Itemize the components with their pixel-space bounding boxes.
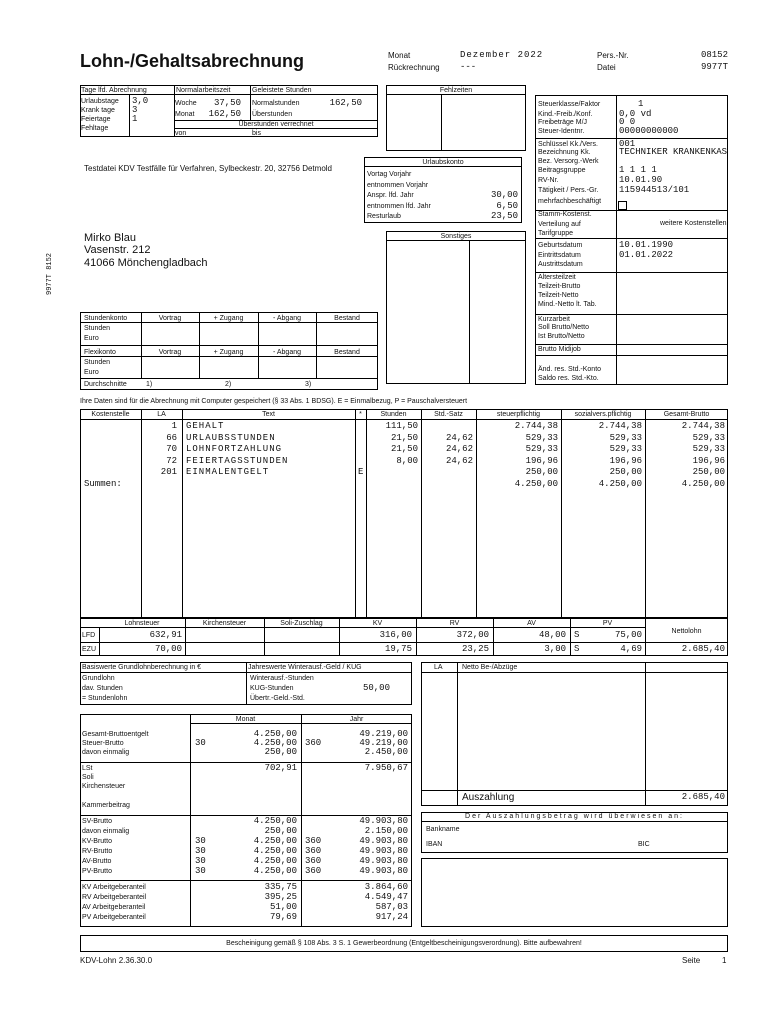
woche-label: Woche	[175, 100, 197, 107]
address-name: Mirko Blau	[84, 232, 136, 244]
main-head-5: Std.-Satz	[434, 411, 463, 418]
lfd-pv: 75,00	[614, 630, 642, 640]
main-head-7: sozialvers.pflichtig	[574, 411, 632, 418]
kumulativ-label: davon einmalig	[82, 749, 130, 756]
kumulativ-jahr: 49.903,80	[359, 816, 408, 826]
kumulativ-label: KV-Brutto	[82, 838, 112, 845]
kumulativ-monat: 335,75	[264, 882, 297, 892]
kug-value: 50,00	[362, 683, 390, 693]
row-la: 70	[166, 444, 177, 454]
kumulativ-label: RV Arbeitgeberanteil	[82, 894, 147, 901]
ezu-lohnsteuer: 70,00	[154, 644, 182, 654]
kumulativ-monat: 4.250,00	[253, 846, 297, 856]
urlaub-title: Urlaubskonto	[422, 159, 464, 166]
kumulativ-jahr: 917,24	[375, 912, 408, 922]
durch-3: 3)	[305, 381, 312, 388]
kumulativ-label: LSt	[82, 765, 93, 772]
flexikonto-head: Bestand	[334, 349, 360, 356]
sum-gesamtbrutto: 4.250,00	[681, 479, 725, 489]
stammdaten-label: mehrfachbeschäftigt	[538, 198, 602, 205]
row-text: LOHNFORTZAHLUNG	[186, 444, 283, 454]
kumulativ-label: AV-Brutto	[82, 858, 112, 865]
stammdaten-label: Beitragsgruppe	[538, 167, 586, 174]
euro-label-2: Euro	[84, 369, 99, 376]
rueckrechnung-value: ---	[460, 62, 477, 72]
kumulativ-monat-tage: 30	[195, 866, 206, 876]
stammdaten-label: Geburtsdatum	[538, 242, 583, 249]
row-stunden: 111,50	[385, 421, 418, 431]
row-text: GEHALT	[186, 421, 225, 431]
stammdaten-label: Stamm-Kostenst.	[538, 211, 592, 218]
kumulativ-jahr: 49.903,80	[359, 836, 408, 846]
persnr-label: Pers.-Nr.	[597, 51, 629, 60]
kumulativ-jahr: 2.150,00	[364, 826, 408, 836]
monat-head: Monat	[235, 716, 256, 723]
tage-row-label: Feiertage	[81, 116, 111, 123]
version-text: KDV-Lohn 2.36.30.0	[80, 956, 153, 965]
ezu-pv: 4,69	[620, 644, 642, 654]
abzug-head: Lohnsteuer	[124, 620, 160, 627]
nettolohn-value: 2.685,40	[681, 644, 725, 654]
stammdaten-label: Teilzeit-Netto	[538, 292, 579, 299]
kumulativ-monat-tage: 30	[195, 856, 206, 866]
woche-value: 37,50	[213, 98, 241, 108]
ezu-kv: 19,75	[384, 644, 412, 654]
persnr-value: 08152	[700, 50, 728, 60]
abzug-head: AV	[527, 620, 536, 627]
euro-label-1: Euro	[84, 335, 99, 342]
von-label: von	[175, 130, 187, 137]
row-stunden: 21,50	[390, 432, 418, 443]
fehlzeiten-title: Fehlzeiten	[439, 87, 473, 94]
sum-steuerpflichtig: 4.250,00	[514, 479, 558, 489]
abzug-head: PV	[602, 620, 613, 627]
tage-title: Tage lfd. Abrechnung	[81, 87, 147, 94]
stammdaten-label: Tarifgruppe	[538, 230, 574, 237]
kumulativ-label: Soli	[82, 774, 94, 781]
ueberstunden-label: Überstunden	[252, 111, 293, 118]
stammdaten-label: Steuer-Identnr.	[538, 128, 585, 135]
netto-bezuege-box	[421, 662, 728, 806]
stammdaten-value: 10.01.90	[619, 175, 663, 185]
row-la: 66	[166, 432, 177, 443]
tage-row-label: Urlaubstage	[81, 98, 119, 105]
stammdaten-label: Brutto Midijob	[538, 346, 581, 353]
main-head-8: Gesamt-Brutto	[663, 411, 710, 418]
row-gesamtbrutto: 529,33	[692, 444, 725, 454]
kumulativ-jahr: 587,03	[375, 902, 408, 912]
sonstiges-box	[386, 231, 526, 384]
dav-stunden-label: dav. Stunden	[82, 685, 123, 692]
sonstiges-title: Sonstiges	[440, 233, 472, 240]
kumulativ-monat: 4.250,00	[253, 856, 297, 866]
row-svpflichtig: 2.744,38	[598, 421, 642, 431]
kumulativ-jahr: 4.549,47	[364, 892, 408, 902]
netto-bezuege-title: Netto Be-/Abzüge	[462, 664, 518, 671]
kumulativ-monat: 4.250,00	[253, 836, 297, 846]
kumulativ-jahr: 49.219,00	[359, 738, 408, 748]
row-la: 1	[171, 421, 177, 431]
urlaub-row-label: entnommen Vorjahr	[367, 181, 429, 189]
durch-2: 2)	[225, 381, 232, 388]
kumulativ-monat: 395,25	[264, 892, 297, 902]
row-stunden: 21,50	[390, 444, 418, 454]
main-head-4: Stunden	[380, 411, 407, 418]
tage-row-value: 3,0	[132, 96, 149, 106]
row-la: 201	[160, 467, 177, 477]
ezu-label: EZU	[82, 646, 96, 653]
kumulativ-monat-tage: 30	[195, 836, 206, 846]
row-gesamtbrutto: 250,00	[692, 467, 725, 477]
stammdaten-value: 10.01.1990	[619, 240, 674, 250]
tage-row-value: 1	[132, 114, 138, 124]
ezu-av: 3,00	[544, 644, 566, 654]
kumulativ-monat: 4.250,00	[253, 738, 297, 748]
abzug-head: KV	[372, 620, 383, 627]
main-head-2: Text	[262, 411, 275, 418]
stammdaten-value: weitere Kostenstellen	[660, 220, 727, 227]
row-stunden: 8,00	[396, 455, 418, 466]
urlaub-row-value: 30,00	[490, 190, 518, 200]
bis-label: bis	[252, 130, 261, 137]
konto-head: + Zugang	[213, 315, 244, 322]
normalstunden-label: Normalstunden	[252, 100, 300, 107]
stammdaten-value: 001	[619, 139, 636, 149]
main-head-3: *	[359, 411, 362, 418]
urlaub-row-value: 23,50	[490, 211, 518, 221]
geleistet-title: Geleistete Stunden	[252, 87, 312, 94]
stammdaten-label: Kurzarbeit	[538, 316, 570, 323]
kumulativ-monat: 4.250,00	[253, 729, 297, 739]
nettolohn-label: Nettolohn	[671, 628, 702, 635]
monat-label: Monat	[175, 111, 195, 118]
lfd-kv: 316,00	[379, 630, 412, 640]
month-value: Dezember 2022	[460, 50, 544, 60]
kumulativ-label: Kirchensteuer	[82, 783, 126, 790]
stammdaten-value: 00000000000	[619, 126, 679, 136]
side-code: 9977T 8152	[46, 252, 54, 295]
stammdaten-label: Austrittsdatum	[538, 261, 583, 268]
konto-head: Vortrag	[158, 315, 182, 322]
lfd-label: LFD	[82, 632, 96, 639]
konto-head: - Abgang	[272, 315, 302, 322]
kumulativ-label: PV-Brutto	[82, 868, 112, 875]
stammdaten-label: Eintrittsdatum	[538, 252, 581, 259]
abzug-head: Kirchensteuer	[202, 620, 247, 627]
urlaub-row-label: Anspr. lfd. Jahr	[367, 192, 414, 199]
kumulativ-label: Gesamt-Bruttoentgelt	[82, 731, 149, 738]
stammdaten-value: 01.01.2022	[619, 250, 674, 260]
kumulativ-jahr: 3.864,60	[364, 882, 408, 892]
abzug-head: Soli-Zuschlag	[280, 620, 323, 627]
ueber-title: Überstunden verrechnet	[238, 121, 314, 128]
flexikonto-head: - Abgang	[272, 349, 302, 356]
lfd-lohnsteuer: 632,91	[149, 630, 182, 640]
row-text: URLAUBSSTUNDEN	[186, 432, 276, 443]
row-steuerpflichtig: 2.744,38	[514, 421, 558, 431]
stammdaten-value: TECHNIKER KRANKENKAS	[619, 147, 728, 157]
stammdaten-value: 115944513/101	[619, 185, 690, 195]
kumulativ-jahr: 49.903,80	[359, 846, 408, 856]
row-la: 72	[166, 455, 177, 466]
mehrfach-checkbox[interactable]	[618, 201, 627, 210]
empty-box	[421, 858, 728, 927]
kumulativ-monat-tage: 30	[195, 738, 206, 748]
stammdaten-label: Ist Brutto/Netto	[538, 333, 585, 340]
tage-row-label: Fehltage	[81, 125, 109, 132]
stammdaten-value: 0,0 vd	[619, 109, 652, 119]
tage-row-label: Krank tage	[81, 107, 115, 114]
kumulativ-label: RV-Brutto	[82, 848, 113, 855]
tage-row-value: 3	[132, 105, 138, 115]
address-city: 41066 Mönchengladbach	[84, 257, 208, 269]
kumulativ-jahr-tage: 360	[305, 738, 322, 748]
stammdaten-value: 1	[638, 99, 644, 109]
stammdaten-label: Bezeichnung Kk.	[538, 149, 591, 156]
kumulativ-jahr: 49.903,80	[359, 856, 408, 866]
kumulativ-label: KV Arbeitgeberanteil	[82, 884, 146, 891]
stammdaten-label: Steuerklasse/Faktor	[538, 101, 601, 108]
ezu-pv-flag: S	[574, 644, 580, 654]
kumulativ-monat: 250,00	[264, 826, 297, 836]
stammdaten-label: Teilzeit-Brutto	[538, 283, 581, 290]
stammdaten-label: Tätigkeit / Pers.-Gr.	[538, 187, 599, 194]
row-gesamtbrutto: 196,96	[692, 455, 725, 466]
row-svpflichtig: 250,00	[609, 467, 642, 477]
company-line: Testdatei KDV Testfälle für Verfahren, Sylbeckestr. 20, 32756 Detmold	[84, 164, 332, 173]
stammdaten-label: Verteilung auf	[538, 221, 581, 228]
rueckrechnung-label: Rückrechnung	[388, 63, 440, 72]
stammdaten-label: RV-Nr.	[538, 177, 559, 184]
seite-value: 1	[722, 956, 727, 965]
kumulativ-label: SV-Brutto	[82, 818, 112, 825]
kumulativ-monat: 4.250,00	[253, 866, 297, 876]
jahres-title: Jahreswerte Winterausf.-Geld / KUG	[248, 664, 362, 671]
basis-title: Basiswerte Grundlohnberechnung in €	[82, 664, 202, 671]
month-label: Monat	[388, 51, 411, 60]
kumulativ-jahr-tage: 360	[305, 836, 322, 846]
row-text: FEIERTAGSSTUNDEN	[186, 455, 289, 466]
kumulativ-label: AV Arbeitgeberanteil	[82, 904, 146, 911]
kumulativ-monat: 702,91	[264, 763, 297, 773]
stammdaten-label: Saldo res. Std.-Kto.	[538, 375, 599, 382]
durch-1: 1)	[146, 381, 153, 388]
seite-label: Seite	[682, 956, 701, 965]
stammdaten-label: Bez. Versorg.-Werk	[538, 158, 599, 165]
stammdaten-label: Schlüssel Kk./Vers.	[538, 141, 598, 148]
kumulativ-label: Kammerbeitrag	[82, 802, 130, 809]
konto-head: Stundenkonto	[84, 315, 128, 322]
row-steuerpflichtig: 250,00	[525, 467, 558, 477]
data-note: Ihre Daten sind für die Abrechnung mit Computer gespeichert (§ 33 Abs. 1 BDSG). E = Einmalbezug, P = Pauschalversteuert	[80, 398, 468, 405]
row-steuerpflichtig: 529,33	[525, 432, 558, 443]
kumulativ-jahr: 7.950,67	[364, 763, 408, 773]
kumulativ-monat: 79,69	[269, 912, 297, 922]
kumulativ-jahr-tage: 360	[305, 856, 322, 866]
stundenlohn-label: = Stundenlohn	[82, 695, 128, 702]
kumulativ-jahr: 2.450,00	[364, 747, 408, 757]
bescheinigung-text: Bescheinigung gemäß § 108 Abs. 3 S. 1 Gewerbeordnung (Entgeltbescheinigungsverordnung). Bitte aufbewahren!	[226, 940, 582, 947]
lfd-pv-flag: S	[574, 630, 580, 640]
stammdaten-label: Soll Brutto/Netto	[538, 324, 589, 331]
row-star: E	[358, 467, 364, 477]
urlaub-row-value: 6,50	[496, 200, 518, 211]
row-steuerpflichtig: 196,96	[525, 455, 558, 466]
auszahlung-label: Auszahlung	[462, 792, 515, 803]
row-satz: 24,62	[445, 444, 473, 454]
normal-title: Normalarbeitszeit	[176, 87, 231, 94]
sum-svpflichtig: 4.250,00	[598, 479, 642, 489]
iban-label: IBAN	[426, 841, 443, 848]
bankname-label: Bankname	[426, 826, 460, 833]
urlaub-row-label: Resturlaub	[367, 213, 401, 220]
row-text: EINMALENTGELT	[186, 467, 270, 477]
ezu-rv: 23,25	[461, 644, 489, 654]
kumulativ-monat: 51,00	[269, 902, 297, 912]
main-head-0: Kostenstelle	[91, 411, 130, 418]
row-steuerpflichtig: 529,33	[525, 444, 558, 454]
bic-label: BIC	[638, 841, 650, 848]
flexikonto-head: + Zugang	[213, 349, 244, 356]
row-svpflichtig: 529,33	[609, 444, 642, 454]
lfd-rv: 372,00	[456, 630, 489, 640]
auszahlung-value: 2.685,40	[681, 792, 725, 802]
stunden-label-1: Stunden	[84, 325, 111, 332]
normalstunden-value: 162,50	[329, 98, 362, 108]
kumulativ-jahr: 49.903,80	[359, 866, 408, 876]
stammdaten-label: Mind.-Netto lt. Tab.	[538, 301, 597, 308]
main-head-1: LA	[157, 411, 166, 418]
kumulativ-jahr-tage: 360	[305, 846, 322, 856]
stammdaten-value: 1 1 1 1	[619, 165, 657, 175]
stammdaten-value: 0 0	[619, 117, 636, 127]
row-svpflichtig: 529,33	[609, 432, 642, 443]
grundlohn-label: Grundlohn	[82, 675, 115, 682]
stammdaten-label: Änd. res. Std.-Konto	[538, 366, 602, 373]
kumulativ-label: PV Arbeitgeberanteil	[82, 914, 146, 921]
row-satz: 24,62	[445, 432, 473, 443]
abzug-head: RV	[449, 620, 460, 627]
urlaub-row-label: entnommen lfd. Jahr	[367, 202, 431, 210]
stammdaten-label: Altersteilzeit	[538, 274, 576, 281]
stammdaten-label: Kind.-Freib./Konf.	[538, 111, 593, 118]
datei-value: 9977T	[700, 62, 728, 72]
kumulativ-label: davon einmalig	[82, 828, 130, 835]
summen-label: Summen:	[84, 479, 122, 489]
kug-label: KUG-Stunden	[250, 685, 294, 692]
stammdaten-label: Freibeträge M/J	[538, 119, 588, 126]
jahr-head: Jahr	[349, 716, 364, 723]
winter-label: Winterausf.-Stunden	[250, 675, 314, 682]
kumulativ-jahr: 49.219,00	[359, 729, 408, 739]
kumulativ-jahr-tage: 360	[305, 866, 322, 876]
auszahlung-title: Der Auszahlungsbetrag wird überwiesen an:	[465, 813, 684, 820]
page-title: Lohn-/Gehaltsabrechnung	[80, 51, 305, 71]
kumulativ-monat-tage: 30	[195, 846, 206, 856]
flexikonto-head: Vortrag	[158, 349, 182, 356]
row-gesamtbrutto: 2.744,38	[681, 421, 725, 431]
uebertr-label: Übertr.-Geld.-Std.	[250, 695, 305, 702]
row-satz: 24,62	[445, 455, 473, 466]
konto-head: Bestand	[334, 315, 360, 322]
monat-value: 162,50	[208, 109, 241, 119]
urlaub-row-label: Vortag Vorjahr	[367, 171, 412, 178]
address-street: Vasenstr. 212	[84, 244, 151, 256]
stunden-label-2: Stunden	[84, 359, 111, 366]
row-gesamtbrutto: 529,33	[692, 432, 725, 443]
kumulativ-label: Steuer-Brutto	[82, 740, 124, 747]
kumulativ-monat: 4.250,00	[253, 816, 297, 826]
la-title: LA	[434, 664, 443, 671]
datei-label: Datei	[597, 63, 616, 72]
flexikonto-head: Flexikonto	[84, 349, 116, 356]
durchschnitte-label: Durchschnitte	[84, 381, 127, 388]
row-svpflichtig: 196,96	[609, 455, 642, 466]
lfd-av: 48,00	[538, 630, 566, 640]
kumulativ-monat: 250,00	[264, 747, 297, 757]
main-head-6: steuerpflichtig	[496, 411, 541, 418]
